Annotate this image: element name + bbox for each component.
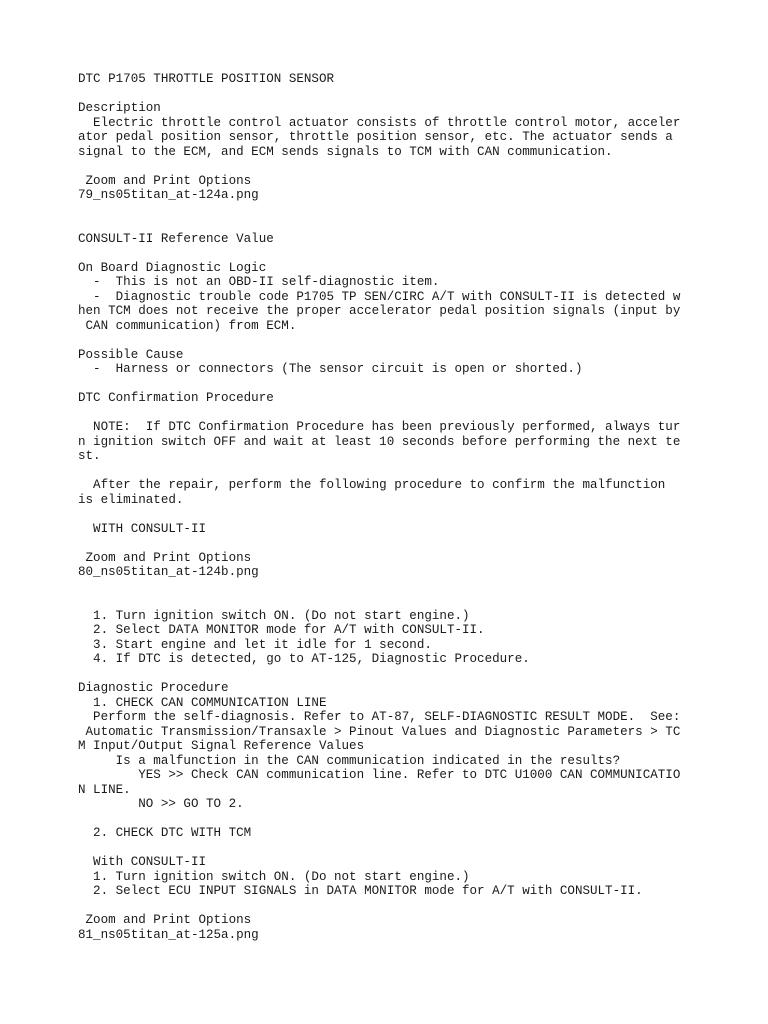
text-line: 1. CHECK CAN COMMUNICATION LINE xyxy=(78,695,327,710)
section-heading: Diagnostic Procedure xyxy=(78,681,229,695)
text-line: st. xyxy=(78,449,101,463)
section-heading: CONSULT-II Reference Value xyxy=(78,231,274,246)
zoom-print-options-link[interactable]: Zoom and Print Options xyxy=(78,173,252,188)
blank-line xyxy=(78,464,758,479)
text-line: Is a malfunction in the CAN communication indicated in the results? xyxy=(78,753,621,768)
text-line: hen TCM does not receive the proper accelerator pedal position signals (input by xyxy=(78,304,681,318)
blank-line xyxy=(78,333,758,348)
text-line: is eliminated. xyxy=(78,492,184,507)
blank-line xyxy=(78,246,758,261)
blank-line xyxy=(78,812,758,827)
image-filename: 79_ns05titan_at-124a.png xyxy=(78,188,259,202)
blank-line xyxy=(78,841,758,856)
page-title: DTC P1705 THROTTLE POSITION SENSOR xyxy=(78,72,334,86)
text-line: 1. Turn ignition switch ON. (Do not start engine.) xyxy=(78,608,470,623)
text-line: 1. Turn ignition switch ON. (Do not start engine.) xyxy=(78,869,470,884)
text-line: Electric throttle control actuator consists of throttle control motor, acceler xyxy=(78,115,681,130)
text-line: - This is not an OBD-II self-diagnostic item. xyxy=(78,275,440,289)
section-heading: Description xyxy=(78,101,161,115)
text-line: YES >> Check CAN communication line. Refer to DTC U1000 CAN COMMUNICATIO xyxy=(78,768,681,782)
blank-line xyxy=(78,217,758,232)
text-line: 3. Start engine and let it idle for 1 second. xyxy=(78,637,432,652)
text-line: - Harness or connectors (The sensor circuit is open or shorted.) xyxy=(78,362,583,376)
blank-line xyxy=(78,667,758,682)
text-line: With CONSULT-II xyxy=(78,855,206,869)
text-line: 4. If DTC is detected, go to AT-125, Diagnostic Procedure. xyxy=(78,652,530,666)
blank-line xyxy=(78,159,758,174)
zoom-print-options-link[interactable]: Zoom and Print Options xyxy=(78,550,252,565)
text-line: 2. Select DATA MONITOR mode for A/T with CONSULT-II. xyxy=(78,623,485,637)
blank-line xyxy=(78,507,758,522)
section-heading: DTC Confirmation Procedure xyxy=(78,391,274,405)
text-line: After the repair, perform the following procedure to confirm the malfunction xyxy=(78,478,666,492)
text-line: Automatic Transmission/Transaxle > Pinout Values and Diagnostic Parameters > TC xyxy=(78,724,681,739)
image-filename: 81_ns05titan_at-125a.png xyxy=(78,927,259,942)
text-line: NO >> GO TO 2. xyxy=(78,797,244,811)
text-line: WITH CONSULT-II xyxy=(78,521,206,536)
text-line: 2. CHECK DTC WITH TCM xyxy=(78,826,252,840)
zoom-print-options-link[interactable]: Zoom and Print Options xyxy=(78,913,252,927)
blank-line xyxy=(78,594,758,609)
blank-line xyxy=(78,580,758,595)
text-line: n ignition switch OFF and wait at least 10 seconds before performing the next te xyxy=(78,434,681,449)
text-line: CAN communication) from ECM. xyxy=(78,318,297,333)
document-body xyxy=(78,72,758,942)
section-heading: On Board Diagnostic Logic xyxy=(78,260,267,275)
blank-line xyxy=(78,899,758,914)
blank-line xyxy=(78,87,758,102)
image-filename: 80_ns05titan_at-124b.png xyxy=(78,565,259,579)
blank-line xyxy=(78,377,758,392)
text-line: NOTE: If DTC Confirmation Procedure has been previously performed, always tur xyxy=(78,420,681,434)
blank-line xyxy=(78,203,758,218)
text-line: N LINE. xyxy=(78,782,131,797)
text-line: M Input/Output Signal Reference Values xyxy=(78,739,365,753)
text-line: signal to the ECM, and ECM sends signals to TCM with CAN communication. xyxy=(78,144,613,159)
text-line: - Diagnostic trouble code P1705 TP SEN/CIRC A/T with CONSULT-II is detected w xyxy=(78,289,681,304)
blank-line xyxy=(78,536,758,551)
section-heading: Possible Cause xyxy=(78,347,184,362)
text-line: ator pedal position sensor, throttle position sensor, etc. The actuator sends a xyxy=(78,130,673,144)
text-line: Perform the self-diagnosis. Refer to AT-87, SELF-DIAGNOSTIC RESULT MODE. See: xyxy=(78,710,681,724)
text-line: 2. Select ECU INPUT SIGNALS in DATA MONITOR mode for A/T with CONSULT-II. xyxy=(78,884,643,898)
blank-line xyxy=(78,406,758,421)
